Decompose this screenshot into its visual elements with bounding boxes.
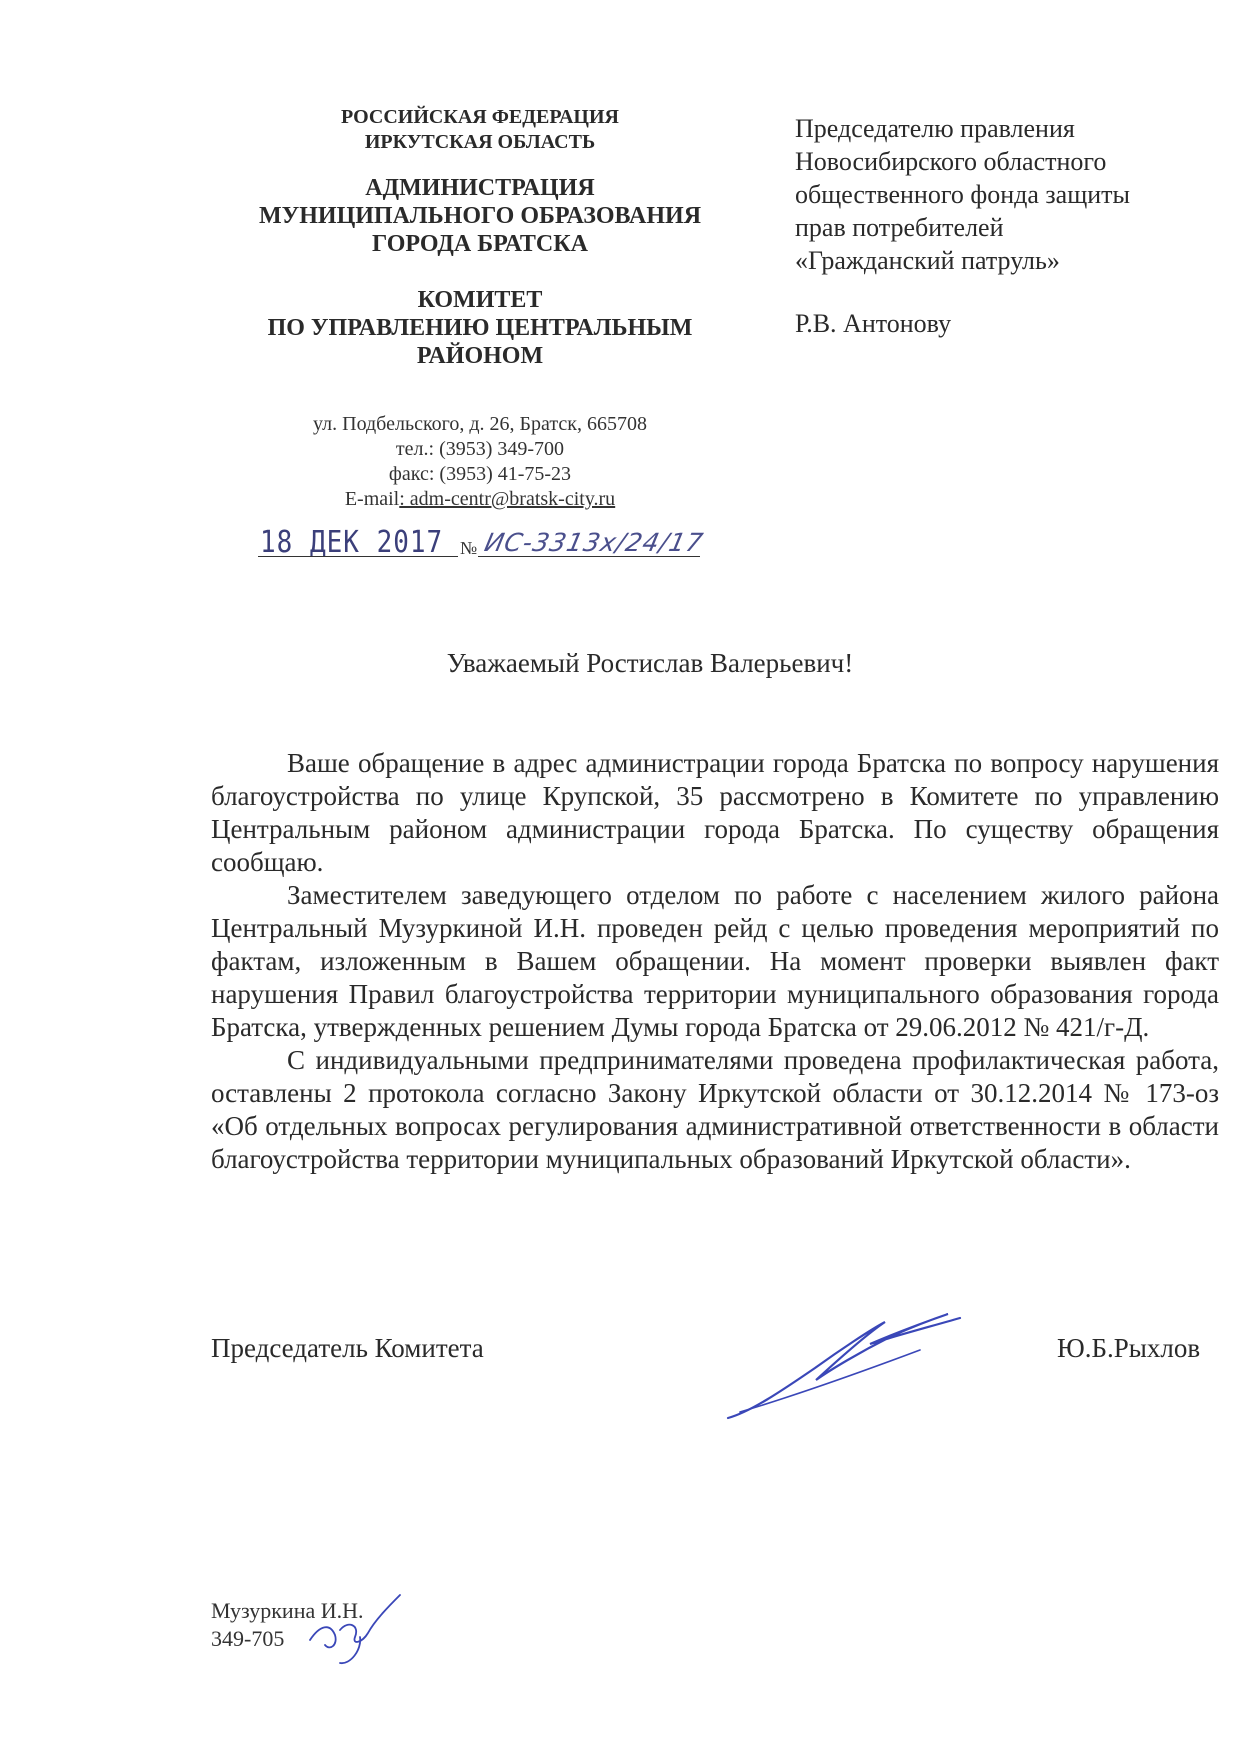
addressee-line-5: «Гражданский патруль» xyxy=(795,246,1060,275)
executor-name: Музуркина И.Н. xyxy=(211,1598,364,1623)
contacts-block xyxy=(230,412,730,512)
body-paragraph-3: С индивидуальными предпринимателями проведена профилактическая работа, оставлены 2 протокола согласно Закону Иркутской области от 30.12.2014 № 173-оз «Об отдельных вопросах регулирования административной ответственности в области благоустройства территории муниципальных образований Иркутской области». xyxy=(211,1045,1219,1174)
number-underline xyxy=(478,556,700,557)
admin-line-3: ГОРОДА БРАТСКА xyxy=(372,231,588,257)
number-label: № xyxy=(460,538,478,558)
handwritten-signature xyxy=(720,1300,980,1430)
email-link[interactable]: : adm-centr@bratsk-city.ru xyxy=(399,488,616,510)
body-paragraph-2: Заместителем заведующего отделом по работе с населением жилого района Центральный Музуркиной И.Н. проведен рейд с целью проведения мероприятий по фактам, изложенным в Вашем обращении. На момент проверки выявлен факт нарушения Правил благоустройства территории муниципального образования города Братска, утвержденных решением Думы города Братска от 29.06.2012 № 421/г-Д. xyxy=(211,880,1219,1042)
admin-line-1: АДМИНИСТРАЦИЯ xyxy=(365,175,595,201)
addressee-line-3: общественного фонда защиты xyxy=(795,180,1130,209)
addressee-line-4: прав потребителей xyxy=(795,213,1004,242)
committee-line-3: РАЙОНОМ xyxy=(416,343,544,369)
salutation: Уважаемый Ростислав Валерьевич! xyxy=(446,648,854,678)
fax-line: факс: (3953) 41-75-23 xyxy=(388,463,572,485)
body-paragraph-1: Ваше обращение в адрес администрации города Братска по вопросу нарушения благоустройства по улице Крупской, 35 рассмотрено в Комитете по управлению Центральным районом администрации города Братска. По существу обращения сообщаю. xyxy=(211,748,1219,877)
signatory-name: Ю.Б.Рыхлов xyxy=(1057,1333,1201,1363)
addressee-name: Р.В. Антонову xyxy=(795,309,952,338)
region-line: ИРКУТСКАЯ ОБЛАСТЬ xyxy=(364,131,596,153)
executor-phone: 349-705 xyxy=(211,1626,285,1651)
registration-number: ИС-3313х/24/17 xyxy=(481,528,707,557)
country-line: РОССИЙСКАЯ ФЕДЕРАЦИЯ xyxy=(340,106,619,128)
email-label: E-mail xyxy=(344,488,400,510)
phone-line: тел.: (3953) 349-700 xyxy=(395,438,565,460)
letter-body xyxy=(211,747,1219,1176)
addressee-block xyxy=(795,112,1225,340)
addressee-line-1: Председателю правления xyxy=(795,114,1075,143)
address-line: ул. Подбельского, д. 26, Братск, 665708 xyxy=(313,413,647,435)
signatory-position: Председатель Комитета xyxy=(211,1333,484,1363)
date-underline xyxy=(258,556,458,557)
admin-line-2: МУНИЦИПАЛЬНОГО ОБРАЗОВАНИЯ xyxy=(258,203,702,229)
committee-line-1: КОМИТЕТ xyxy=(417,287,543,313)
date-stamp: 18 ДЕК 2017 xyxy=(260,525,444,561)
addressee-line-2: Новосибирского областного xyxy=(795,147,1107,176)
executor-initials-signature xyxy=(300,1585,410,1670)
email-line xyxy=(230,487,730,512)
committee-line-2: ПО УПРАВЛЕНИЮ ЦЕНТРАЛЬНЫМ xyxy=(267,315,693,341)
letterhead xyxy=(210,105,750,370)
